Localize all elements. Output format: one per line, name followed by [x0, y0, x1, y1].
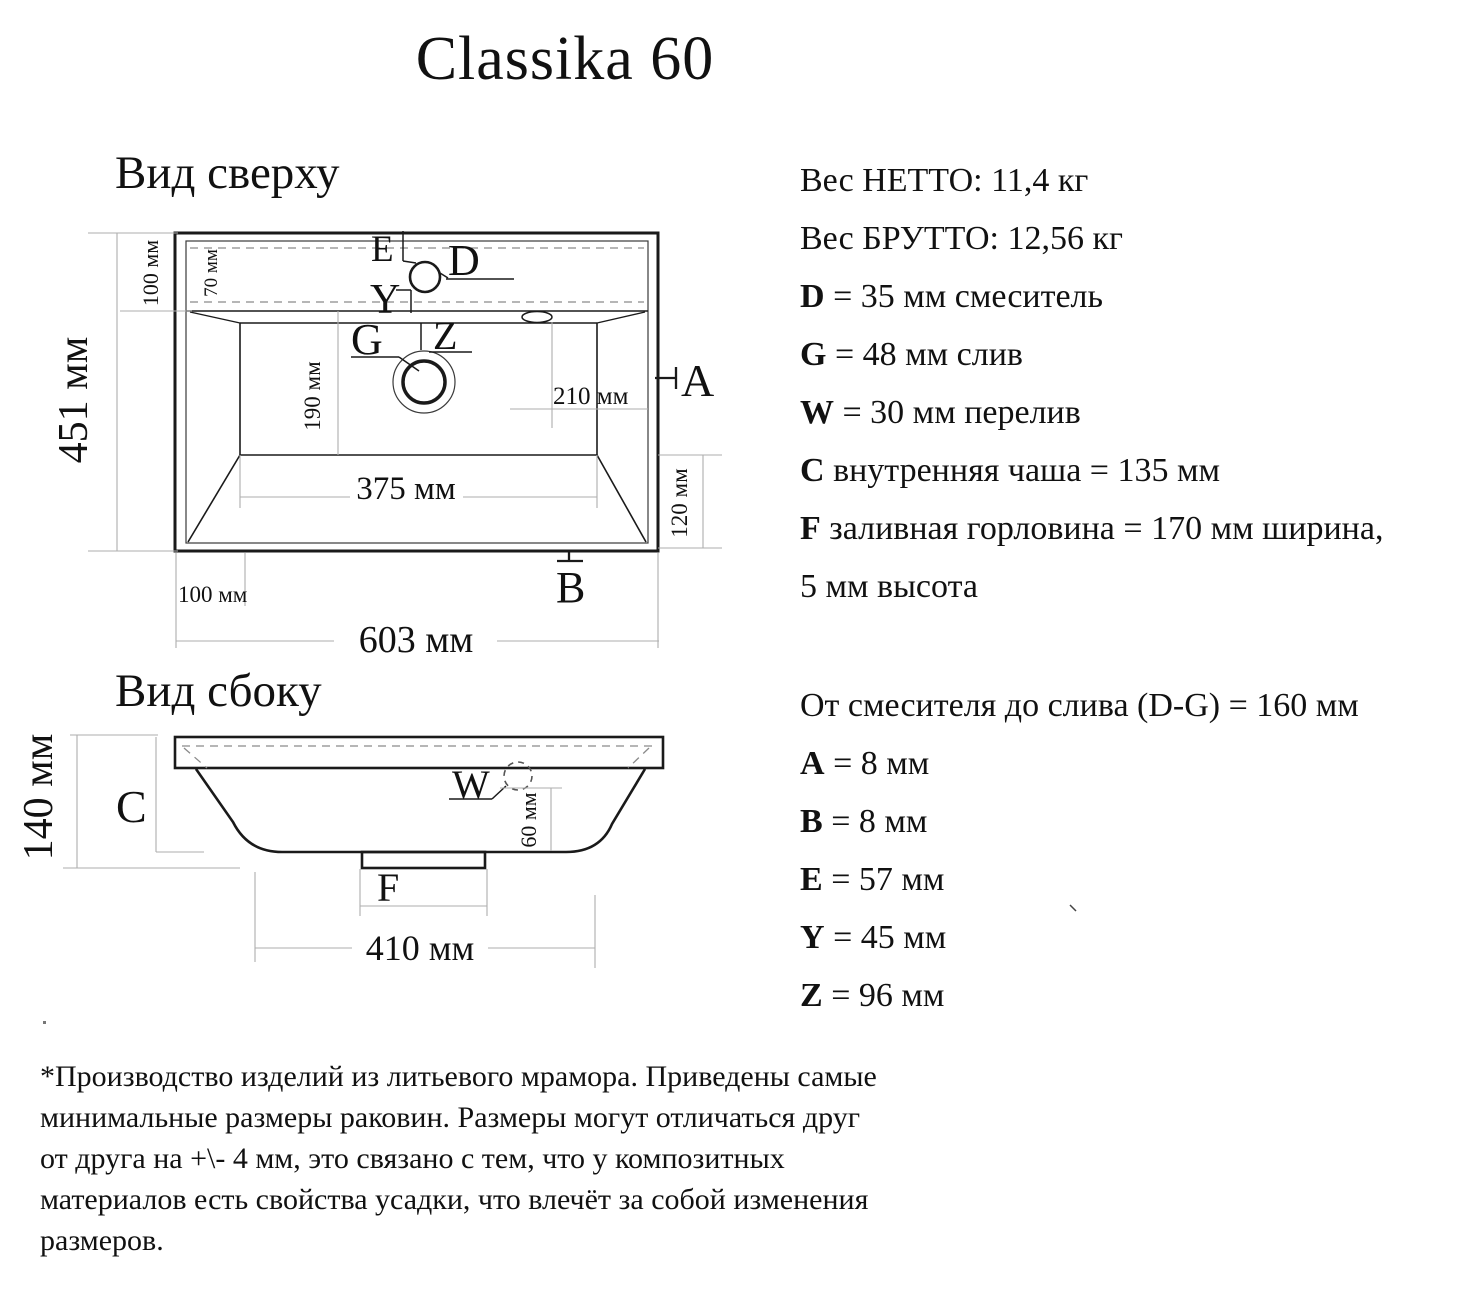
top-view-heading: Вид сверху	[115, 147, 340, 199]
spec-DG-distance: От смесителя до слива (D-G) = 160 мм	[800, 687, 1359, 724]
label-A: A	[681, 355, 715, 406]
label-G: G	[351, 315, 383, 364]
spec-W: W = 30 мм перелив	[800, 394, 1081, 431]
side-hidden-corner-left	[184, 748, 207, 768]
footnote-line: минимальные размеры раковин. Размеры могут отличаться друг	[40, 1101, 861, 1134]
dim-overflow-drop: 60 мм	[516, 792, 541, 848]
label-E: E	[371, 229, 394, 270]
dim-edge-left: 100 мм	[178, 582, 248, 607]
footnote	[40, 1056, 877, 1261]
spec-list-upper	[800, 152, 1470, 616]
side-rim-slab	[175, 737, 663, 768]
page-title: Classika 60	[415, 25, 715, 93]
side-bowl-profile	[196, 769, 645, 852]
label-F: F	[377, 865, 400, 910]
label-Y: Y	[370, 277, 401, 323]
drain-hole	[403, 361, 445, 403]
footnote-line: материалов есть свойства усадки, что влечёт за собой изменения	[40, 1183, 869, 1216]
label-Z: Z	[433, 313, 458, 358]
overflow-hole-side	[504, 762, 532, 790]
spec-F-cont: 5 мм высота	[800, 568, 978, 605]
dim-overall-height: 451 мм	[51, 336, 97, 464]
footnote-line: *Производство изделий из литьевого мрамора. Приведены самые	[40, 1060, 877, 1093]
label-D: D	[448, 236, 480, 285]
spec-gross-weight: Вес БРУТТО: 12,56 кг	[800, 220, 1123, 257]
spec-E: E = 57 мм	[800, 861, 945, 898]
spec-Z: Z = 96 мм	[800, 977, 945, 1014]
dim-rim-inset: 70 мм	[201, 249, 222, 297]
overflow-slot-top	[522, 312, 552, 323]
spec-net-weight: Вес НЕТТО: 11,4 кг	[800, 162, 1089, 199]
label-W: W	[452, 762, 490, 807]
dim-bowl-width: 375 мм	[356, 471, 456, 507]
spec-G: G = 48 мм слив	[800, 336, 1023, 373]
spec-C: C внутренняя чаша = 135 мм	[800, 452, 1221, 489]
label-C: C	[116, 781, 147, 832]
top-view-drawing	[51, 229, 722, 661]
footnote-line: размеров.	[40, 1224, 164, 1257]
spec-B: B = 8 мм	[800, 803, 928, 840]
dim-edge-right: 120 мм	[667, 468, 692, 538]
spec-list-lower	[800, 677, 1470, 1025]
faucet-hole	[410, 262, 440, 292]
dim-drain-to-edge: 210 мм	[553, 383, 629, 410]
dim-rim-depth: 100 мм	[138, 239, 163, 307]
label-B: B	[556, 563, 586, 612]
footnote-line: от друга на +\- 4 мм, это связано с тем, что у композитных	[40, 1142, 785, 1175]
side-view-heading: Вид сбоку	[115, 665, 322, 717]
spec-D: D = 35 мм смеситель	[800, 278, 1104, 315]
dim-side-overall-height: 140 мм	[16, 733, 62, 861]
dim-overall-width: 603 мм	[358, 619, 474, 661]
side-hidden-corner-right	[628, 748, 649, 768]
bowl-outline	[188, 312, 646, 542]
dim-bowl-depth: 190 мм	[300, 361, 325, 431]
dim-base-width: 410 мм	[365, 928, 475, 968]
spec-Y: Y = 45 мм	[800, 919, 947, 956]
side-view-drawing	[16, 734, 663, 968]
spec-A: A = 8 мм	[800, 745, 930, 782]
spec-F: F заливная горловина = 170 мм ширина,	[800, 510, 1384, 547]
